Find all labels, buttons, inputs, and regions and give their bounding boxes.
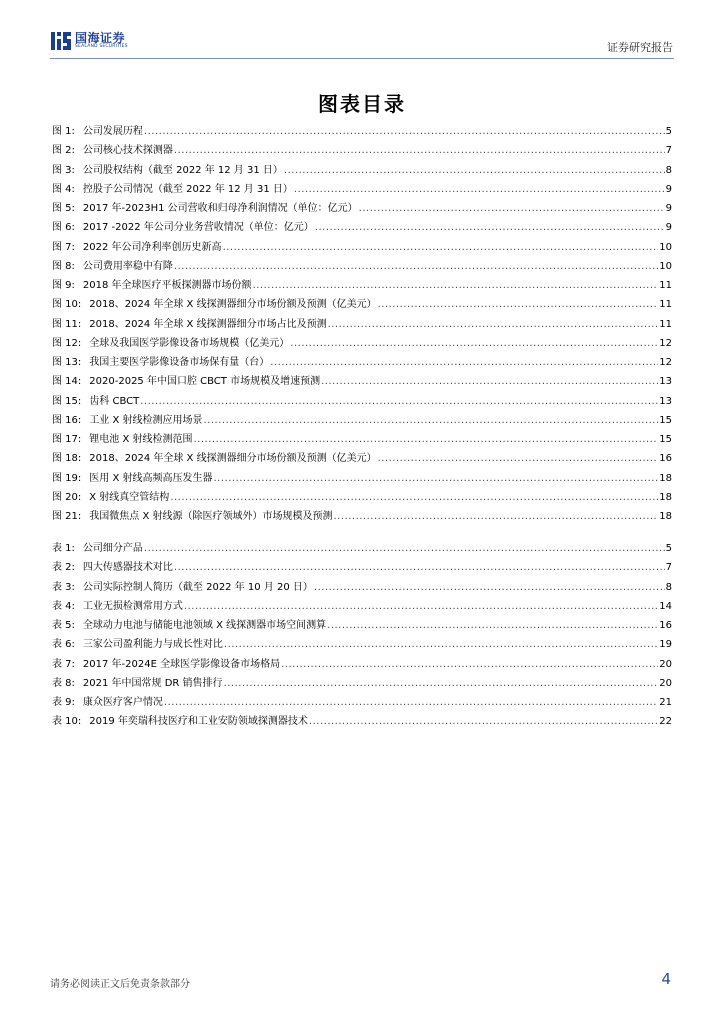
entry-label: 图 14: [52, 376, 82, 388]
figure-entry[interactable] [52, 122, 672, 141]
entry-page-number: 15 [659, 434, 672, 445]
entry-page-number: 12 [659, 357, 672, 368]
entry-page-number: 9 [665, 222, 672, 234]
entry-title: X 射线真空管结构 [89, 491, 170, 503]
page-title: 图表目录 [318, 92, 406, 116]
dot-leader [164, 693, 658, 712]
dot-leader [378, 449, 659, 468]
entry-label: 图 10: [52, 299, 82, 311]
entry-page-number: 11 [659, 299, 672, 311]
entry-label: 图 11: [52, 318, 82, 330]
dot-leader [294, 180, 665, 199]
entry-page-number: 9 [665, 183, 672, 195]
entry-page-number: 11 [659, 318, 672, 330]
dot-leader [174, 141, 665, 160]
entry-label: 表 9: [52, 697, 75, 708]
entry-page-number: 13 [659, 376, 672, 388]
dot-leader [194, 430, 659, 449]
dot-leader [284, 161, 665, 180]
entry-label: 图 20: [52, 491, 82, 503]
entry-label: 图 21: [52, 511, 82, 522]
figure-entry[interactable] [52, 334, 672, 353]
dot-leader [140, 392, 658, 411]
dot-leader [174, 257, 658, 276]
dot-leader [315, 218, 665, 237]
dot-leader [359, 199, 665, 218]
entry-title: 2020-2025 年中国口腔 CBCT 市场规模及增速预测 [89, 376, 321, 388]
figure-entry[interactable] [52, 276, 672, 295]
figure-entry[interactable] [52, 315, 672, 334]
entry-title: 康众医疗客户情况 [82, 697, 163, 708]
figure-entry[interactable] [52, 218, 672, 237]
entry-title: 2019 年奕瑞科技医疗和工业安防领域探测器技术 [89, 716, 308, 728]
dot-leader [144, 539, 665, 558]
entry-page-number: 16 [659, 453, 672, 465]
entry-label: 表 3: [52, 581, 75, 593]
figure-entry[interactable] [52, 257, 672, 276]
entry-page-number: 10 [659, 260, 672, 272]
figure-list [52, 122, 672, 526]
entry-title: 2017 年-2024E 全球医学影像设备市场格局 [82, 658, 281, 670]
entry-title: 四大传感器技术对比 [82, 562, 173, 574]
entry-title: 公司股权结构（截至 2022 年 12 月 31 日） [82, 164, 283, 176]
entry-page-number: 18 [659, 511, 672, 522]
entry-title: 公司细分产品 [82, 543, 143, 554]
entry-title: 控股子公司情况（截至 2022 年 12 月 31 日） [82, 183, 293, 195]
dot-leader [204, 411, 659, 430]
entry-label: 图 16: [52, 414, 82, 426]
dot-leader [281, 655, 658, 674]
logo-english-name: SEALAND SECURITIES [75, 44, 128, 50]
table-entry[interactable] [52, 597, 672, 616]
table-entry[interactable] [52, 712, 672, 731]
dot-leader [327, 616, 658, 635]
figure-entry[interactable] [52, 430, 672, 449]
dot-leader [224, 674, 659, 693]
entry-label: 图 17: [52, 434, 82, 445]
entry-page-number: 19 [659, 639, 672, 651]
sealand-logo-icon [50, 30, 72, 52]
entry-title: 2018、2024 年全球 X 线探测器细分市场份额及预测（亿美元） [89, 299, 377, 311]
entry-title: 公司实际控制人简历（截至 2022 年 10 月 20 日） [82, 581, 313, 593]
entry-page-number: 8 [665, 581, 672, 593]
figure-entry[interactable] [52, 180, 672, 199]
entry-title: 2018、2024 年全球 X 线探测器细分市场占比及预测 [89, 318, 327, 330]
dot-leader [223, 238, 659, 257]
entry-title: 2017 年-2023H1 公司营收和归母净利润情况（单位：亿元） [82, 203, 358, 214]
entry-title: 公司费用率稳中有降 [82, 260, 173, 272]
entry-label: 图 2: [52, 145, 75, 157]
entry-label: 表 10: [52, 716, 82, 728]
entry-page-number: 20 [659, 677, 672, 689]
entry-label: 表 8: [52, 677, 75, 689]
dot-leader [290, 334, 658, 353]
header-divider [50, 58, 674, 59]
figure-entry[interactable] [52, 411, 672, 430]
dot-leader [314, 578, 665, 597]
entry-title: 2018、2024 年全球 X 线探测器细分市场份额及预测（亿美元） [89, 453, 377, 465]
figure-entry[interactable] [52, 295, 672, 314]
dot-leader [334, 507, 659, 526]
entry-page-number: 18 [659, 491, 672, 503]
entry-title: 2022 年公司净利率创历史新高 [82, 241, 222, 253]
entry-label: 图 7: [52, 241, 75, 253]
entry-page-number: 18 [659, 472, 672, 484]
entry-title: 全球及我国医学影像设备市场规模（亿美元） [89, 337, 290, 349]
figure-entry[interactable] [52, 392, 672, 411]
entry-title: 三家公司盈利能力与成长性对比 [82, 639, 223, 651]
entry-page-number: 7 [665, 145, 672, 157]
dot-leader [174, 558, 665, 577]
dot-leader [309, 712, 658, 731]
entry-label: 图 6: [52, 222, 75, 234]
entry-title: 工业无损检测常用方式 [82, 600, 183, 612]
table-entry[interactable] [52, 578, 672, 597]
entry-page-number: 12 [659, 337, 672, 349]
figure-entry[interactable] [52, 372, 672, 391]
entry-page-number: 21 [659, 697, 672, 708]
entry-title: 全球动力电池与储能电池领域 X 线探测器市场空间测算 [82, 620, 327, 631]
table-entry[interactable] [52, 693, 672, 712]
logo-chinese-name: 国海证券 [75, 31, 126, 46]
entry-label: 图 3: [52, 164, 75, 176]
entry-title: 齿科 CBCT [89, 395, 140, 407]
entry-page-number: 20 [659, 658, 672, 670]
dot-leader [378, 295, 659, 314]
entry-label: 表 2: [52, 562, 75, 574]
entry-title: 2021 年中国常规 DR 销售排行 [82, 677, 223, 689]
entry-label: 图 1: [52, 126, 75, 137]
dot-leader [321, 372, 658, 391]
entry-title: 2017 -2022 年公司分业务营收情况（单位：亿元） [82, 222, 314, 234]
entry-page-number: 15 [659, 414, 672, 426]
entry-label: 图 5: [52, 203, 75, 214]
figure-entry[interactable] [52, 469, 672, 488]
figure-entry[interactable] [52, 199, 672, 218]
entry-title: 锂电池 X 射线检测范围 [89, 434, 193, 445]
figure-entry[interactable] [52, 449, 672, 468]
dot-leader [170, 488, 658, 507]
entry-label: 表 6: [52, 639, 75, 651]
figure-entry[interactable] [52, 353, 672, 372]
entry-label: 表 5: [52, 620, 75, 631]
entry-label: 图 19: [52, 472, 82, 484]
entry-title: 公司核心技术探测器 [82, 145, 173, 157]
entry-page-number: 22 [659, 716, 672, 728]
entry-title: 公司发展历程 [82, 126, 143, 137]
company-logo [50, 30, 128, 52]
entry-title: 医用 X 射线高频高压发生器 [89, 472, 213, 484]
figure-entry[interactable] [52, 161, 672, 180]
entry-label: 图 13: [52, 357, 82, 368]
table-entry[interactable] [52, 558, 672, 577]
dot-leader [328, 315, 659, 334]
entry-page-number: 8 [665, 164, 672, 176]
entry-label: 表 4: [52, 600, 75, 612]
figure-entry[interactable] [52, 488, 672, 507]
footer-disclaimer: 请务必阅读正文后免责条款部分 [50, 979, 190, 990]
entry-page-number: 13 [659, 395, 672, 407]
figure-entry[interactable] [52, 238, 672, 257]
entry-label: 表 7: [52, 658, 75, 670]
entry-title: 我国主要医学影像设备市场保有量（台） [89, 357, 270, 368]
entry-label: 图 18: [52, 453, 82, 465]
entry-label: 图 15: [52, 395, 82, 407]
entry-page-number: 5 [665, 126, 672, 137]
table-entry[interactable] [52, 539, 672, 558]
entry-label: 图 12: [52, 337, 82, 349]
entry-label: 图 4: [52, 183, 75, 195]
entry-page-number: 10 [659, 241, 672, 253]
entry-page-number: 7 [665, 562, 672, 574]
page-number: 4 [661, 970, 671, 988]
dot-leader [144, 122, 665, 141]
figure-entry[interactable] [52, 141, 672, 160]
figure-entry[interactable] [52, 507, 672, 526]
table-list [52, 539, 672, 732]
page-header [0, 0, 724, 60]
entry-page-number: 5 [665, 543, 672, 554]
table-entry[interactable] [52, 616, 672, 635]
entry-title: 2018 年全球医疗平板探测器市场份额 [82, 280, 252, 291]
dot-leader [184, 597, 658, 616]
entry-page-number: 11 [659, 280, 672, 291]
dot-leader [270, 353, 658, 372]
entry-page-number: 16 [659, 620, 672, 631]
entry-label: 图 9: [52, 280, 75, 291]
table-entry[interactable] [52, 635, 672, 654]
dot-leader [214, 469, 659, 488]
entry-label: 表 1: [52, 543, 75, 554]
entry-page-number: 14 [659, 600, 672, 612]
dot-leader [224, 635, 658, 654]
table-entry[interactable] [52, 674, 672, 693]
entry-label: 图 8: [52, 260, 75, 272]
entry-title: 工业 X 射线检测应用场景 [89, 414, 203, 426]
entry-title: 我国微焦点 X 射线源（除医疗领域外）市场规模及预测 [89, 511, 333, 522]
table-entry[interactable] [52, 655, 672, 674]
report-type-label: 证券研究报告 [607, 41, 673, 54]
dot-leader [253, 276, 659, 295]
entry-page-number: 9 [665, 203, 672, 214]
